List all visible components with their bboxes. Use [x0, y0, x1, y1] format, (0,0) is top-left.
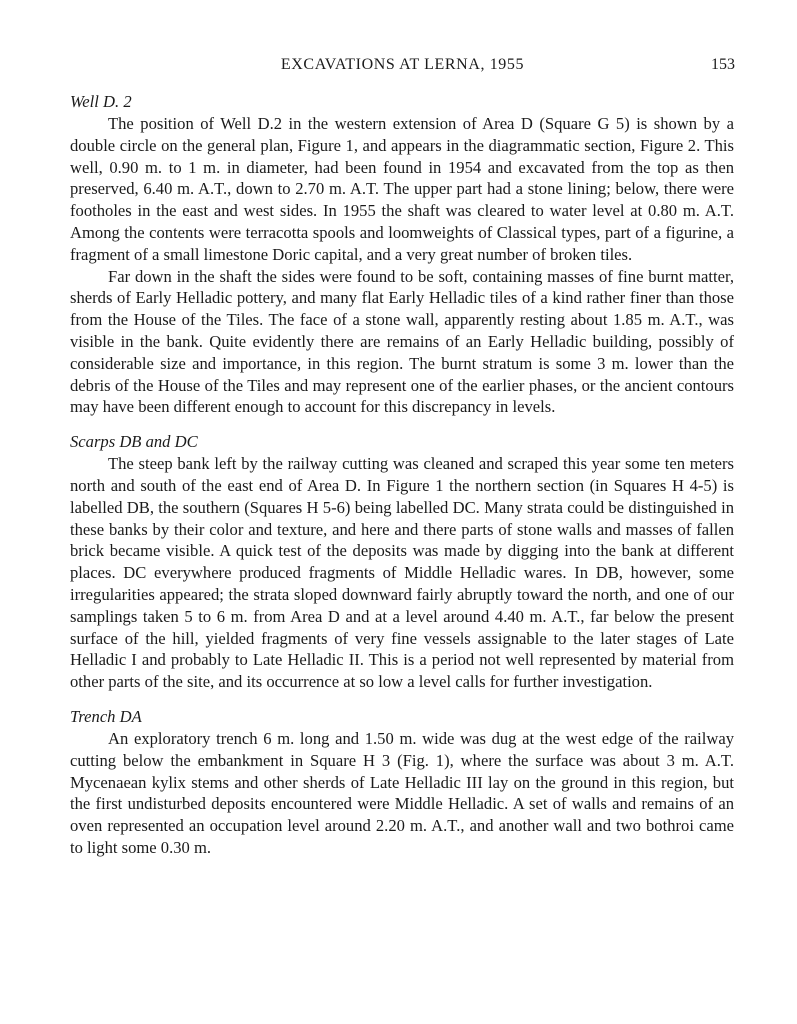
paragraph: The position of Well D.2 in the western extension of Area D (Square G 5) is shown by a double circle on the general plan, Figure 1, and appears in the diagrammatic section, Figure 2. This well, 0.90 m. to 1 m. in diameter, had been found in 1954 and excavated from the top as then preserved, 6.40 m. A.T., down to 2.70 m. A.T. The upper part had a stone lining; below, there were footholes in the east and west sides. In 1955 the shaft was cleared to water level at 0.80 m. A.T. Among the contents were terracotta spools and loomweights of Classical types, part of a figurine, a fragment of a small limestone Doric capital, and a very great number of broken tiles. [70, 114, 734, 264]
paragraph: The steep bank left by the railway cutting was cleaned and scraped this year some ten meters north and south of the east end of Area D. In Figure 1 the northern section (in Squares H 4-5) is labelled DB, the southern (Squares H 5-6) being labelled DC. Many strata could be distinguished in these banks by their color and texture, and here and there parts of stone walls and masses of fallen brick became visible. A quick test of the deposits was made by digging into the bank at different places. DC everywhere produced fragments of Middle Helladic wares. In DB, however, some irregularities appeared; the strata sloped downward fairly abruptly toward the north, and one of our samplings taken 5 to 6 m. from Area D and at a level around 4.40 m. A.T., far below the present surface of the hill, yielded fragments of very fine vessels assignable to the later stages of Late Helladic I and probably to Late Helladic II. This is a period not well represented by material from other parts of the site, and its occurrence at so low a level calls for further investigation. [70, 454, 734, 692]
paragraph: An exploratory trench 6 m. long and 1.50 m. wide was dug at the west edge of the railway cutting below the embankment in Square H 3 (Fig. 1), where the surface was about 3 m. A.T. Mycenaean kylix stems and other sherds of Late Helladic III lay on the ground in this region, but the first undisturbed deposits encountered were Middle Helladic. A set of walls and remains of an oven represented an occupation level around 2.20 m. A.T., and another wall and two bothroi came to light some 0.30 m. [70, 728, 734, 857]
section-heading-trench-da: Trench DA [70, 706, 142, 726]
page-number: 153 [711, 56, 735, 73]
paragraph: Far down in the shaft the sides were found to be soft, containing masses of fine burnt matter, sherds of Early Helladic pottery, and many flat Early Helladic tiles of a kind rather finer than those from the House of the Tiles. The face of a stone wall, apparently resting about 1.85 m. A.T., was visible in the bank. Quite evidently there are remains of an Early Helladic building, possibly of considerable size and importance, in this region. The burnt stratum is some 3 m. lower than the debris of the House of the Tiles and may represent one of the earlier phases, or the ancient contours may have been different enough to account for this discrepancy in levels. [70, 266, 734, 417]
running-head [70, 56, 735, 78]
running-title: EXCAVATIONS AT LERNA, 1955 [280, 56, 525, 73]
section-heading-well-d2: Well D. 2 [70, 92, 132, 111]
body-text [70, 90, 734, 859]
section-heading-scarps: Scarps DB and DC [70, 432, 198, 452]
